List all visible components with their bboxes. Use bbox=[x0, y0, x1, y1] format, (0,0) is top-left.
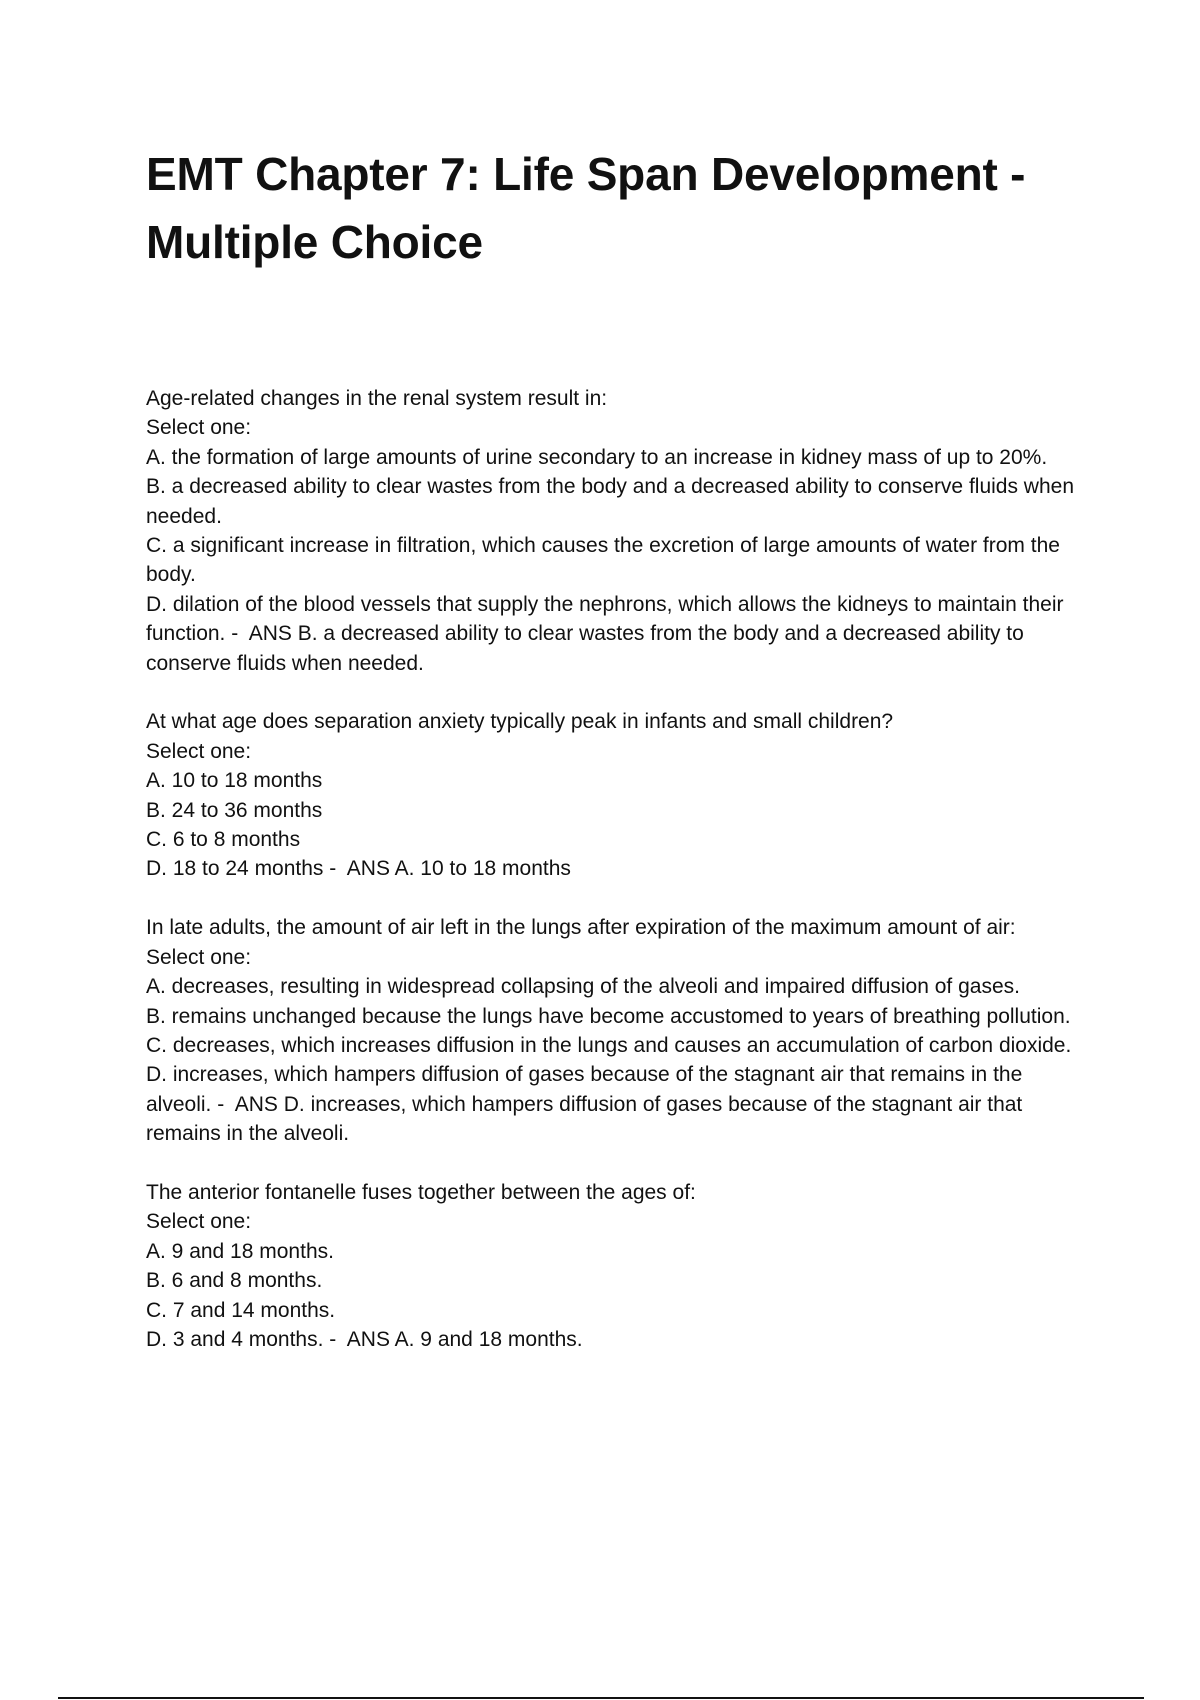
answer-separator: - bbox=[211, 1092, 235, 1116]
option-a: A. the formation of large amounts of urine secondary to an increase in kidney mass of up to 20%. bbox=[146, 445, 1048, 469]
option-c: C. 7 and 14 months. bbox=[146, 1298, 336, 1322]
question-instruction: Select one: bbox=[146, 945, 252, 969]
title-line-1: EMT Chapter 7: Life Span Development - bbox=[146, 148, 1026, 200]
option-d: D. 3 and 4 months. bbox=[146, 1327, 324, 1351]
answer-text: ANS A. 9 and 18 months. bbox=[346, 1327, 583, 1351]
document-title bbox=[146, 140, 1086, 276]
option-d: D. dilation of the blood vessels that supply the nephrons, which allows the kidneys to maintain their function. bbox=[146, 592, 1064, 646]
question-1 bbox=[146, 384, 1086, 678]
answer-text: ANS A. 10 to 18 months bbox=[346, 857, 571, 881]
option-c: C. decreases, which increases diffusion in the lungs and causes an accumulation of carbon dioxide. bbox=[146, 1033, 1072, 1057]
option-d-with-answer bbox=[146, 854, 1086, 883]
option-a: A. 9 and 18 months. bbox=[146, 1239, 334, 1263]
question-instruction: Select one: bbox=[146, 416, 252, 440]
question-2 bbox=[146, 707, 1086, 883]
answer-separator: - bbox=[323, 1327, 347, 1351]
question-instruction: Select one: bbox=[146, 1210, 252, 1234]
answer-text: ANS D. increases, which hampers diffusion of gases because of the stagnant air that remains in the alveoli. bbox=[146, 1092, 1023, 1146]
question-prompt: The anterior fontanelle fuses together between the ages of: bbox=[146, 1180, 696, 1204]
option-d-with-answer bbox=[146, 1325, 1086, 1354]
question-prompt: At what age does separation anxiety typically peak in infants and small children? bbox=[146, 710, 894, 734]
question-prompt: Age-related changes in the renal system result in: bbox=[146, 387, 608, 410]
question-prompt: In late adults, the amount of air left in the lungs after expiration of the maximum amount of air: bbox=[146, 916, 1016, 940]
question-instruction: Select one: bbox=[146, 739, 252, 763]
option-b: B. remains unchanged because the lungs have become accustomed to years of breathing pollution. bbox=[146, 1004, 1071, 1028]
question-list bbox=[146, 384, 1086, 1354]
option-c: C. a significant increase in filtration, which causes the excretion of large amounts of water from the body. bbox=[146, 534, 1060, 587]
option-c: C. 6 to 8 months bbox=[146, 828, 301, 852]
option-b: B. 6 and 8 months. bbox=[146, 1269, 323, 1293]
option-d: D. increases, which hampers diffusion of gases because of the stagnant air that remains in the alveoli. bbox=[146, 1063, 1023, 1116]
option-b: B. 24 to 36 months bbox=[146, 798, 323, 822]
option-b: B. a decreased ability to clear wastes from the body and a decreased ability to conserve fluids when needed. bbox=[146, 475, 1075, 528]
option-a: A. decreases, resulting in widespread collapsing of the alveoli and impaired diffusion of gases. bbox=[146, 975, 1020, 999]
answer-separator: - bbox=[225, 622, 249, 646]
option-d: D. 18 to 24 months bbox=[146, 857, 324, 881]
document-page bbox=[146, 140, 1086, 1384]
footer-divider bbox=[58, 1697, 1144, 1699]
title-line-2: Multiple Choice bbox=[146, 216, 483, 268]
option-d-with-answer bbox=[146, 590, 1086, 678]
question-3 bbox=[146, 913, 1086, 1148]
answer-text: ANS B. a decreased ability to clear wastes from the body and a decreased ability to conserve fluids when needed. bbox=[146, 622, 1024, 675]
option-d-with-answer bbox=[146, 1060, 1086, 1148]
option-a: A. 10 to 18 months bbox=[146, 769, 323, 793]
answer-separator: - bbox=[323, 857, 347, 881]
question-4 bbox=[146, 1178, 1086, 1354]
